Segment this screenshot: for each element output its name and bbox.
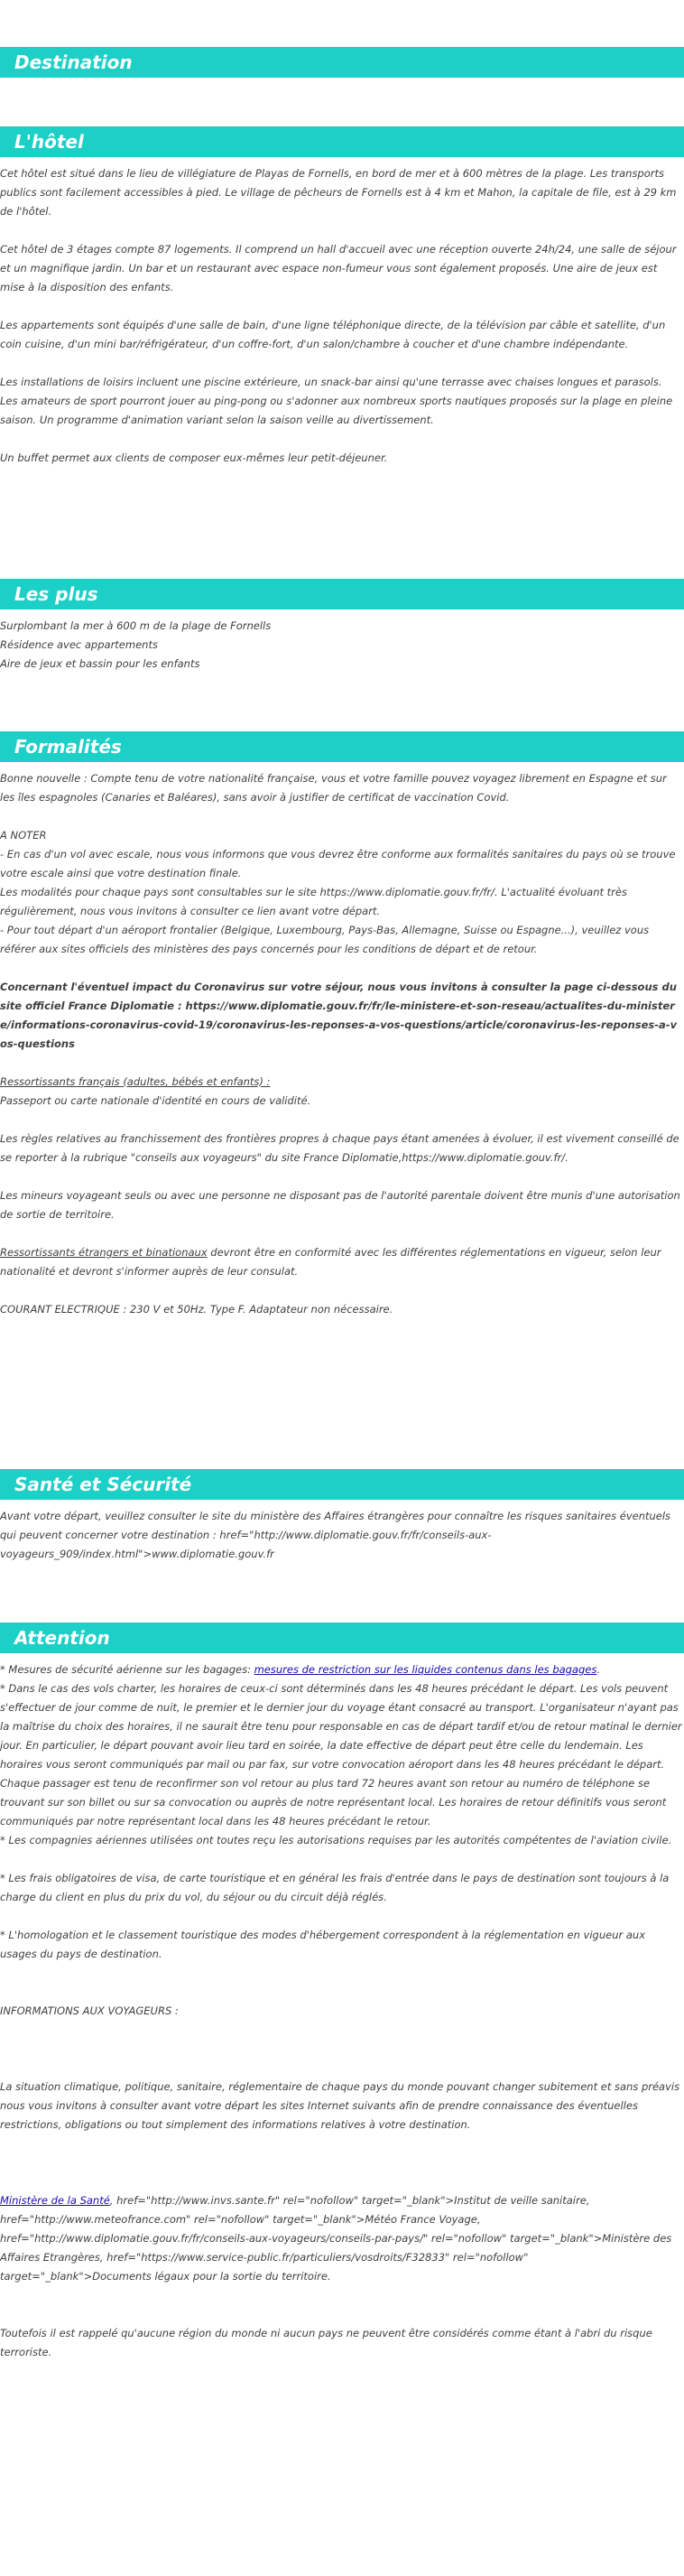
plus-item: Résidence avec appartements [0, 638, 158, 651]
sante-section [0, 1469, 684, 1560]
plus-item: Surplombant la mer à 600 m de la plage de Fornells [0, 619, 272, 632]
regles-text: Les règles relatives au franchissement des frontières propres à chaque pays étant amenées à évoluer, il est vivement conseillé de se reporter à la rubrique "conseils aux voyageurs" du site France Diplomatie,https://www.diplomatie.gouv.fr/. [0, 1132, 679, 1164]
note-line: - Pour tout départ d'un aéroport frontalier (Belgique, Luxembourg, Pays-Bas, Allemagne, Suisse ou Espagne...), veuillez vous référer aux sites officiels des ministères des pays concernés pour les conditions de départ et de retour. [0, 924, 650, 955]
courant-text: COURANT ELECTRIQUE : 230 V et 50Hz. Type F. Adaptateur non nécessaire. [0, 1303, 393, 1316]
sante-text: Avant votre départ, veuillez consulter le site du ministère des Affaires étrangères pour connaître les risques sanitaires éventuels qui peuvent concerner votre destination : href="http://www.diplomatie.gouv.fr/fr/conseils-aux-voyageurs_909/index.html">www.diplomatie.gouv.fr [0, 1510, 671, 1560]
plus-list [0, 617, 682, 674]
sante-content [0, 1507, 677, 1564]
frais-text: * Les frais obligatoires de visa, de carte touristique et en général les frais d'entrée dans le pays de destination sont toujours à la charge du client en plus du prix du vol, du séjour ou du circuit déjà réglés. [0, 1872, 670, 1903]
liens-text: , href="http://www.invs.sante.fr" rel="nofollow" target="_blank">Institut de veille sanitaire, href="http://www.meteofrance.com" rel="nofollow" target="_blank">Météo France Voyage, href="http://www.diplomatie.gouv.fr/fr/conseils-aux-voyageurs/conseils-par-pays/" rel="nofollow" target="_blank">Ministère des Affaires Etrangères, href="https://www.service-public.fr/particuliers/vosdroits/F32833" rel="nofollow" target="_blank">Documents légaux pour la sortie du territoire. [0, 2194, 672, 2283]
bagages-suffix: . [596, 1663, 601, 1676]
formalites-heading: Formalités [0, 731, 684, 762]
destination-heading: Destination [0, 47, 684, 78]
etrangers-paragraph [0, 1243, 682, 1281]
mineurs-text: Les mineurs voyageant seuls ou avec une personne ne disposant pas de l'autorité parentale doivent être munis d'une autorisation de sortie de territoire. [0, 1189, 680, 1221]
liens-paragraph [0, 2191, 682, 2286]
formalites-intro: Bonne nouvelle : Compte tenu de votre nationalité française, vous et votre famille pouvez voyagez librement en Espagne et sur les îles espagnoles (Canaries et Baléares), sans avoir à justifier de certificat de vaccination Covid. [0, 772, 667, 804]
attention-heading: Attention [0, 1623, 684, 1653]
hotel-paragraph: Les appartements sont équipés d'une salle de bain, d'une ligne téléphonique directe, de la télévision par câble et satellite, d'un coin cuisine, d'un mini bar/réfrigérateur, d'un coffre-fort, d'un salon/chambre à coucher et d'une chambre indépendante. [0, 319, 666, 350]
hotel-section [0, 126, 684, 464]
terrorisme-text: Toutefois il est rappelé qu'aucune région du monde ni aucun pays ne peuvent être considérés comme étant à l'abri du risque terroriste. [0, 2327, 652, 2358]
plus-heading: Les plus [0, 579, 684, 609]
ressortissants-fr-title: Ressortissants français (adultes, bébés et enfants) : [0, 1075, 271, 1088]
destination-section [0, 47, 684, 78]
note-title: A NOTER [0, 829, 47, 842]
note-line: - En cas d'un vol avec escale, nous vous informons que vous devrez être conforme aux formalités sanitaires du pays où se trouve votre escale ainsi que votre destination finale. [0, 848, 676, 879]
etrangers-text: devront être en conformité avec les différentes réglementations en vigueur, selon leur nationalité et devront s'informer auprès de leur consulat. [0, 1246, 661, 1278]
compagnies-text: * Les compagnies aériennes utilisées ont toutes reçu les autorisations requises par les autorités compétentes de l'aviation civile. [0, 1834, 672, 1846]
formalites-section [0, 731, 684, 1316]
note-line: Les modalités pour chaque pays sont consultables sur le site https://www.diplomatie.gouv.fr/fr/. L'actualité évoluant très régulièrement, nous vous invitons à consulter ce lien avant votre départ. [0, 886, 627, 917]
attention-section [0, 1623, 684, 2358]
charters-text: * Dans le cas des vols charter, les horaires de ceux-ci sont déterminés dans les 48 heures précédant le départ. Les vols peuvent s'effectuer de jour comme de nuit, le premier et le dernier jour du voyage étant consacré au transport. L'organisateur n'ayant pas la maîtrise du choix des horaires, il ne saurait être tenu pour responsable en cas de départ tardif et/ou de retour matinal le dernier jour. En particulier, le départ pouvant avoir lieu tard en soirée, la date effective de départ peut être celle du lendemain. Les horaires vous seront communiqués par mail ou par fax, sur votre convocation aéroport dans les 48 heures précédant le départ. Chaque passager est tenu de reconfirmer son vol retour au plus tard 72 heures avant son retour au numéro de téléphone se trouvant sur son billet ou sur sa convocation ou auprès de notre représentant local. Les horaires de retour définitifs vous seront communiqués par notre représentant local dans les 48 heures précédant le retour. [0, 1682, 682, 1827]
ressortissants-fr-text: Passeport ou carte nationale d'identité en cours de validité. [0, 1094, 311, 1107]
homologation-text: * L'homologation et le classement touristique des modes d'hébergement correspondent à la réglementation en vigueur aux usages du pays de destination. [0, 1929, 646, 1960]
plus-item: Aire de jeux et bassin pour les enfants [0, 657, 200, 670]
hotel-content [0, 164, 682, 468]
plus-section [0, 579, 684, 670]
hotel-paragraph: Les installations de loisirs incluent une piscine extérieure, un snack-bar ainsi qu'une terrasse avec chaises longues et parasols. Les amateurs de sport pourront jouer au ping-pong ou s'adonner aux nombreux sports nautiques proposés sur la plage en pleine saison. Un programme d'animation variant selon la saison veille au divertissement. [0, 376, 673, 426]
formalites-content [0, 769, 682, 1319]
bagages-paragraph [0, 1660, 682, 1679]
sante-heading: Santé et Sécurité [0, 1469, 684, 1500]
etrangers-title: Ressortissants étrangers et binationaux [0, 1246, 208, 1259]
hotel-paragraph: Un buffet permet aux clients de composer eux-mêmes leur petit-déjeuner. [0, 451, 388, 464]
situation-text: La situation climatique, politique, sanitaire, réglementaire de chaque pays du monde pouvant changer subitement et sans préavis nous vous invitons à consulter avant votre départ les sites Internet suivants afin de prendre connaissance des éventuelles restrictions, obligations ou tout simplement des informations relatives à votre destination. [0, 2080, 680, 2131]
covid-notice: Concernant l'éventuel impact du Coronavirus sur votre séjour, nous vous invitons à consulter la page ci-dessous du site officiel France Diplomatie : https://www.diplomatie.gouv.fr/fr/le-ministere-et-son-reseau/actualites-du-ministere/informations-coronavirus-covid-19/coronavirus-les-reponses-a-vos-questions/article/coronavirus-les-reponses-a-vos-questions [0, 981, 678, 1050]
info-title: INFORMATIONS AUX VOYAGEURS : [0, 2004, 179, 2017]
ministere-sante-link[interactable]: Ministère de la Santé [0, 2194, 110, 2207]
hotel-heading: L'hôtel [0, 126, 684, 157]
hotel-paragraph: Cet hôtel est situé dans le lieu de villégiature de Playas de Fornells, en bord de mer et à 600 mètres de la plage. Les transports publics sont facilement accessibles à pied. Le village de pêcheurs de Fornells est à 4 km et Mahon, la capitale de file, est à 29 km de l'hôtel. [0, 167, 677, 218]
hotel-paragraph: Cet hôtel de 3 étages compte 87 logements. Il comprend un hall d'accueil avec une réception ouverte 24h/24, une salle de séjour et un magnifique jardin. Un bar et un restaurant avec espace non-fumeur vous sont également proposés. Une aire de jeux est mise à la disposition des enfants. [0, 243, 677, 293]
bagages-link[interactable]: mesures de restriction sur les liquides contenus dans les bagages [254, 1663, 597, 1676]
bagages-prefix: * Mesures de sécurité aérienne sur les bagages: [0, 1663, 254, 1676]
attention-content [0, 1660, 682, 2362]
